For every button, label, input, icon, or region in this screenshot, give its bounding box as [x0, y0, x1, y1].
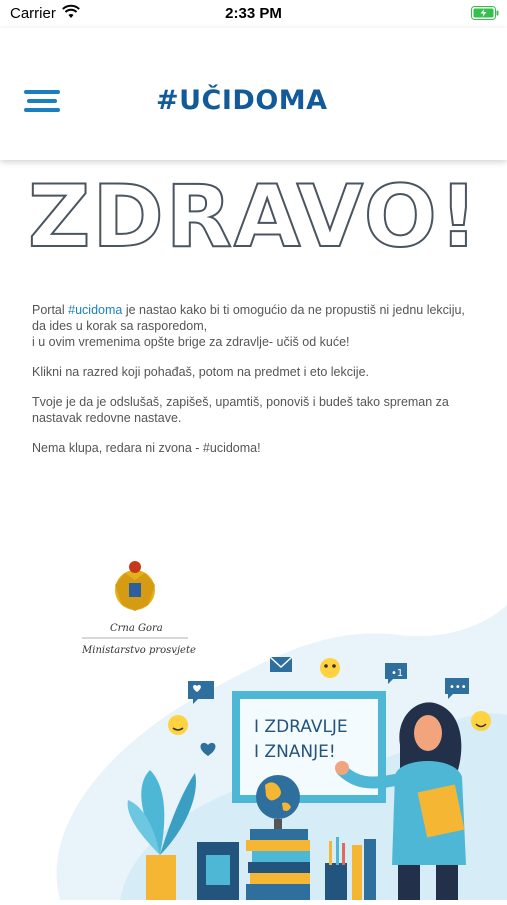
app-header: [0, 28, 507, 160]
menu-line-icon: [24, 108, 60, 112]
seal-label-country: Crna Gora: [110, 623, 163, 634]
paragraph-intro: [32, 302, 482, 350]
menu-line-icon: [27, 99, 57, 103]
paragraph-slogan: Nema klupa, redara ni zvona - #ucidoma!: [32, 441, 261, 455]
classroom-illustration: [0, 545, 507, 900]
paragraph-text: Portal: [32, 303, 69, 317]
hero-title-text: ZDRAVO!: [27, 167, 480, 267]
binder-icon: [197, 842, 239, 900]
book-icon: [352, 845, 362, 900]
hamburger-menu-button[interactable]: [24, 90, 60, 116]
seal-label-ministry: Ministarstvo prosvjete: [82, 645, 196, 656]
paragraph-text: i u ovim vremenima opšte brige za zdravlje- učiš od kuće!: [32, 335, 350, 349]
book-icon: [364, 839, 376, 900]
books-stack-icon: [246, 829, 310, 900]
hero-title: [0, 167, 507, 267]
svg-text:•••: •••: [449, 682, 467, 693]
clock: 2:33 PM: [225, 5, 282, 22]
illustration: [0, 545, 507, 900]
hashtag-link[interactable]: #ucidoma: [68, 303, 123, 317]
paragraph-instructions: Klikni na razred koji pohađaš, potom na predmet i eto lekcije.: [32, 365, 369, 379]
mail-icon: [270, 657, 292, 672]
happy-emoji-icon: [471, 711, 491, 731]
app-logo[interactable]: #UČIDOMA: [156, 85, 328, 116]
board-text-line1: I ZDRAVLJE: [254, 717, 348, 737]
battery-icon: [471, 6, 499, 25]
smile-icon: [320, 658, 340, 678]
intro-text: [32, 302, 482, 470]
coat-of-arms-icon: [115, 561, 155, 611]
paragraph-text: je nastao kako bi ti omogućio da ne propustiš ni jednu lekciju, da ides u korak sa rasporedom,: [32, 303, 465, 333]
carrier-label: Carrier: [10, 5, 56, 22]
wink-emoji-icon: [168, 715, 188, 735]
status-bar: [0, 0, 507, 28]
svg-text:•1: •1: [391, 668, 404, 679]
paragraph-task: Tvoje je da je odslušaš, zapišeš, upamtiš, ponoviš i budeš tako spreman za nastavak redovne nastave.: [32, 395, 449, 425]
menu-line-icon: [24, 90, 60, 94]
board-text-line2: I ZNANJE!: [254, 742, 336, 762]
hero-title-graphic: [27, 167, 480, 267]
